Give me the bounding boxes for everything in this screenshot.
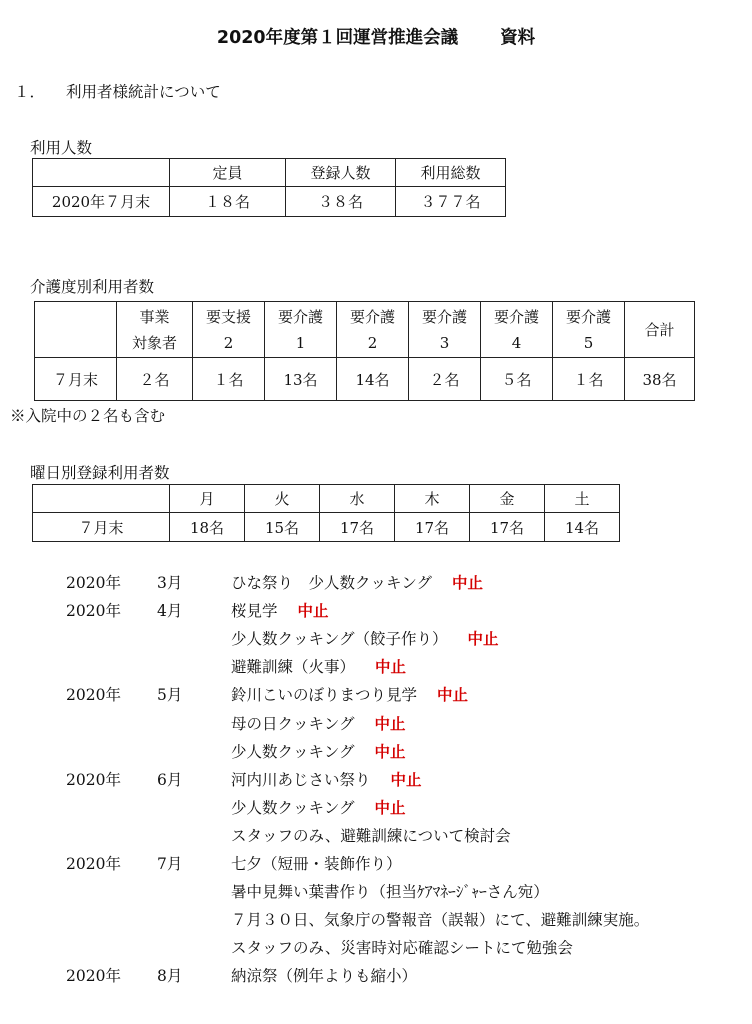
schedule-event [231, 962, 417, 990]
care-data-cell: １名 [553, 358, 625, 401]
schedule-event [231, 653, 406, 681]
schedule-event-text: 避難訓練（火事） [231, 658, 356, 677]
schedule-year: 2020年 [66, 770, 121, 789]
care-header-cell-line: 対象者 [131, 333, 177, 352]
weekday-header-cell: 火 [245, 485, 320, 513]
schedule-year: 2020年 [66, 574, 121, 592]
schedule-event-text: ７月３０日、気象庁の警報音（誤報）にて、避難訓練実施。 [231, 911, 650, 930]
users-data-cell: １８名 [170, 187, 286, 217]
care-header-cell [193, 302, 265, 358]
schedule-event [231, 738, 406, 766]
title-text: 2020年度第１回運営推進会議 [216, 28, 459, 48]
schedule-event-text: ひな祭り 少人数クッキング [231, 574, 433, 592]
schedule-event-text: スタッフのみ、避難訓練について検討会 [231, 826, 511, 845]
care-header-cell-line: 要介護 [493, 307, 539, 326]
schedule-status: 中止 [452, 574, 484, 592]
care-data-cell: ２名 [117, 358, 193, 401]
schedule-month: 7月 [157, 855, 183, 873]
users-header-cell: 利用総数 [396, 159, 506, 187]
care-data-cell: ５名 [481, 358, 553, 401]
schedule-event [231, 710, 406, 738]
care-header-cell-line: 2 [367, 333, 378, 352]
schedule-event-text: 鈴川こいのぼりまつり見学 [231, 686, 418, 705]
care-header-cell-line: 事業 [139, 307, 170, 326]
schedule-status: 中止 [375, 658, 407, 677]
users-header-cell: 登録人数 [286, 159, 396, 187]
users-header-cell: 定員 [170, 159, 286, 187]
schedule-status: 中止 [467, 630, 499, 649]
users-table [32, 158, 506, 217]
schedule-event [231, 822, 511, 850]
schedule-year: 2020年 [66, 967, 121, 986]
schedule-event-text: 七夕（短冊・装飾作り） [231, 855, 402, 873]
schedule-event-text: 納涼祭（例年よりも縮小） [231, 967, 418, 986]
weekday-data-cell: ７月末 [33, 513, 170, 542]
weekday-header-cell: 水 [320, 485, 395, 513]
care-header-cell-line: 5 [583, 333, 594, 352]
care-levels-table [34, 301, 695, 401]
care-header-cell [409, 302, 481, 358]
schedule-event-text: スタッフのみ、災害時対応確認シートにて勉強会 [231, 939, 573, 958]
schedule-event [231, 766, 422, 794]
care-header-cell-line: 合計 [644, 320, 675, 339]
weekday-header-cell [33, 485, 170, 513]
schedule-month: 4月 [157, 602, 183, 621]
title-suffix: 資料 [500, 28, 536, 48]
schedule-year: 2020年 [66, 686, 121, 705]
users-data-cell: ３８名 [286, 187, 396, 217]
weekday-heading: 曜日別登録利用者数 [30, 464, 170, 482]
users-header-cell [33, 159, 170, 187]
care-header-cell [481, 302, 553, 358]
section-heading: 利用者様統計について [66, 83, 221, 101]
users-data-cell: ３７７名 [396, 187, 506, 217]
weekday-data-cell: 17名 [395, 513, 470, 542]
care-header-cell [265, 302, 337, 358]
schedule-month: 5月 [157, 686, 183, 705]
care-data-cell: 13名 [265, 358, 337, 401]
care-data-cell: ２名 [409, 358, 481, 401]
care-header-cell [625, 302, 695, 358]
users-data-cell: 2020年７月末 [33, 187, 170, 217]
care-levels-note: ※入院中の２名も含む [10, 407, 166, 425]
schedule-event [231, 625, 499, 653]
schedule-event-text: 少人数クッキング [231, 742, 355, 761]
care-header-cell-line: 3 [439, 333, 450, 352]
weekday-data-cell: 15名 [245, 513, 320, 542]
schedule-month: 8月 [157, 967, 183, 986]
schedule-event-text: 暑中見舞い葉書作り（担当ｹｱﾏﾈｰｼﾞｬｰさん宛） [231, 883, 549, 902]
weekday-header-cell: 木 [395, 485, 470, 513]
schedule-status: 中止 [374, 798, 406, 817]
schedule-event [231, 878, 549, 906]
weekday-data-cell: 17名 [470, 513, 545, 542]
schedule-year: 2020年 [66, 855, 121, 873]
schedule-status: 中止 [390, 770, 422, 789]
care-header-cell-line: 要介護 [349, 307, 395, 326]
schedule-event-text: 河内川あじさい祭り [231, 770, 371, 789]
document-title [0, 24, 752, 49]
schedule-year: 2020年 [66, 602, 121, 621]
schedule-status: 中止 [374, 714, 406, 733]
care-header-cell-line: 2 [223, 333, 234, 352]
care-data-cell: ７月末 [35, 358, 117, 401]
schedule-month: 3月 [157, 574, 183, 592]
care-header-cell-line: 4 [511, 333, 522, 352]
schedule-event [231, 794, 406, 822]
care-header-cell-line: 要介護 [277, 307, 323, 326]
schedule-event [231, 681, 468, 709]
care-header-cell-line: 要介護 [421, 307, 467, 326]
schedule-event [231, 597, 329, 625]
schedule-event [231, 906, 649, 934]
weekday-data-cell: 14名 [545, 513, 620, 542]
care-data-cell: 38名 [625, 358, 695, 401]
schedule-event-text: 桜見学 [231, 602, 278, 621]
care-levels-heading: 介護度別利用者数 [30, 278, 155, 296]
care-header-cell-line: 要介護 [565, 307, 611, 326]
weekday-header-cell: 土 [545, 485, 620, 513]
weekday-data-cell: 18名 [170, 513, 245, 542]
schedule-event-text: 母の日クッキング [231, 714, 355, 733]
schedule-event [231, 850, 402, 878]
schedule-event-text: 少人数クッキング（餃子作り） [231, 630, 448, 649]
weekday-table [32, 484, 620, 542]
care-data-cell: １名 [193, 358, 265, 401]
schedule-status: 中止 [297, 602, 329, 621]
schedule-event [231, 934, 573, 962]
care-header-cell [117, 302, 193, 358]
care-header-cell [35, 302, 117, 358]
care-data-cell: 14名 [337, 358, 409, 401]
care-header-cell-line: 要支援 [205, 307, 251, 326]
schedule-status: 中止 [374, 742, 406, 761]
care-header-cell [553, 302, 625, 358]
weekday-header-cell: 月 [170, 485, 245, 513]
schedule-event-text: 少人数クッキング [231, 798, 355, 817]
schedule-month: 6月 [157, 770, 183, 789]
care-header-cell [337, 302, 409, 358]
section-number: １． [14, 83, 46, 101]
schedule-status: 中止 [437, 686, 469, 705]
users-heading: 利用人数 [30, 139, 93, 157]
weekday-data-cell: 17名 [320, 513, 395, 542]
care-header-cell-line: 1 [295, 333, 306, 352]
weekday-header-cell: 金 [470, 485, 545, 513]
schedule-event [231, 569, 483, 597]
